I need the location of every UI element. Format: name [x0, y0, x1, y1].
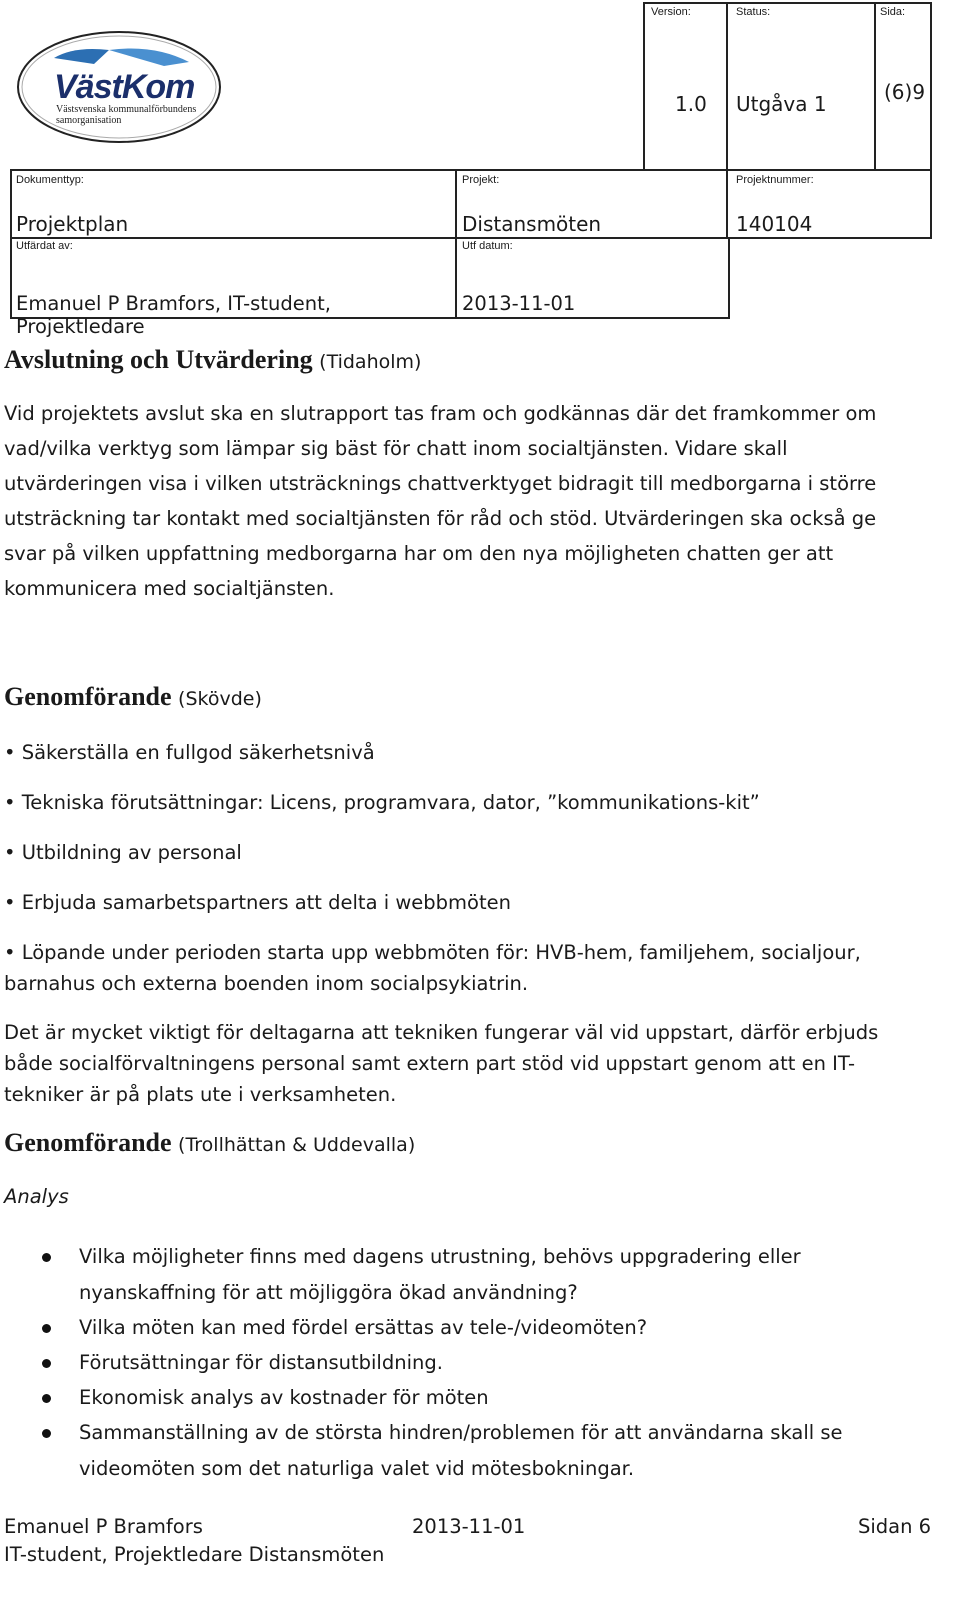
doctype-label: Dokumenttyp: — [16, 174, 84, 186]
list-item: • Säkerställa en fullgod säkerhetsnivå — [4, 741, 375, 764]
projectnum-cell — [726, 169, 932, 239]
logo-tagline-line2: samorganisation — [56, 115, 122, 126]
version-label: Version: — [651, 6, 691, 18]
status-value: Utgåva 1 — [736, 92, 827, 116]
list-item-text: Ekonomisk analys av kostnader för möten — [79, 1386, 489, 1409]
list-item: • Löpande under perioden starta upp webbmöten för: HVB-hem, familjehem, socialjour, barnahus och externa boenden inom socialpsykiatrin. — [4, 941, 861, 995]
logo-tagline — [56, 104, 196, 126]
footer-page: Sidan 6 — [858, 1515, 932, 1538]
vastkom-logo — [14, 28, 224, 146]
page-value: (6)9 — [884, 80, 926, 104]
heading-text: Avslutning och Utvärdering — [4, 345, 313, 374]
bullet-dot-icon — [42, 1429, 51, 1438]
bullet-dot-icon — [42, 1324, 51, 1333]
issued-cell — [10, 237, 457, 338]
page-label: Sida: — [880, 6, 906, 18]
list-item-text: Förutsättningar för distansutbildning. — [79, 1351, 443, 1374]
version-cell — [643, 2, 728, 171]
projectnum-label: Projektnummer: — [736, 174, 814, 186]
heading-text: Genomförande — [4, 1128, 172, 1157]
footer-date: 2013-11-01 — [412, 1515, 526, 1538]
date-value: 2013-11-01 — [462, 292, 576, 315]
heading-location: (Skövde) — [178, 688, 262, 710]
list-item: • Erbjuda samarbetspartners att delta i webbmöten — [4, 891, 511, 914]
list-item-text: Vilka möjligheter finns med dagens utrustning, behövs uppgradering eller nyanskaffning för att möjliggöra ökad användning? — [79, 1245, 801, 1304]
doctype-cell — [10, 169, 457, 239]
project-cell — [455, 169, 728, 239]
heading-location: (Trollhättan & Uddevalla) — [178, 1134, 416, 1156]
logo-tagline-line1: Västsvenska kommunalförbundens — [56, 104, 197, 115]
bullet-dot-icon — [42, 1394, 51, 1403]
footer-author: Emanuel P Bramfors — [4, 1515, 203, 1538]
footer-role: IT-student, Projektledare Distansmöten — [4, 1543, 385, 1566]
heading-text: Genomförande — [4, 682, 172, 711]
page-cell — [874, 2, 932, 171]
analys-subheading: Analys — [4, 1185, 69, 1208]
section-paragraph: Vid projektets avslut ska en slutrapport tas fram och godkännas där det framkommer om vad/vilka verktyg som lämpar sig bäst för chatt inom socialtjänsten. Vidare skall utvärderingen visa i vilken utsträcknings chattverktyget bidragit till medborgarna i större utsträckning tar kontakt med socialtjänsten för råd och stöd. Utvärderingen ska också ge svar på vilken uppfattning medborgarna har om den nya möjligheten chatten ger att kommunicera med socialtjänsten. — [4, 402, 877, 600]
project-label: Projekt: — [462, 174, 500, 186]
project-value: Distansmöten — [462, 212, 602, 236]
issued-label: Utfärdat av: — [16, 240, 73, 252]
list-item: • Tekniska förutsättningar: Licens, programvara, dator, ”kommunikations-kit” — [4, 791, 760, 814]
section-heading — [4, 1128, 415, 1158]
list-item: • Utbildning av personal — [4, 841, 242, 864]
version-value: 1.0 — [675, 92, 707, 116]
doctype-value: Projektplan — [16, 212, 129, 236]
heading-location: (Tidaholm) — [319, 351, 422, 373]
list-item-text: Vilka möten kan med fördel ersättas av tele-/videomöten? — [79, 1316, 648, 1339]
section-heading — [4, 345, 421, 375]
section-paragraph: Det är mycket viktigt för deltagarna att tekniken fungerar väl vid uppstart, därför erbjuds både socialförvaltningens personal samt extern part stöd vid uppstart genom att en IT-tekniker är på plats ute i verksamheten. — [4, 1021, 879, 1106]
projectnum-value: 140104 — [736, 212, 813, 236]
status-label: Status: — [736, 6, 771, 18]
status-cell — [726, 2, 876, 171]
list-item-text: Sammanställning av de största hindren/problemen för att användarna skall se videomöten som det naturliga valet vid mötesbokningar. — [79, 1421, 843, 1480]
date-label: Utf datum: — [462, 240, 513, 252]
issued-value: Emanuel P Bramfors, IT-student, Projektledare — [16, 292, 331, 338]
bullet-dot-icon — [42, 1359, 51, 1368]
section-heading — [4, 682, 262, 712]
logo-name: VästKom — [54, 68, 195, 106]
bullet-dot-icon — [42, 1253, 51, 1262]
date-cell — [455, 237, 730, 319]
